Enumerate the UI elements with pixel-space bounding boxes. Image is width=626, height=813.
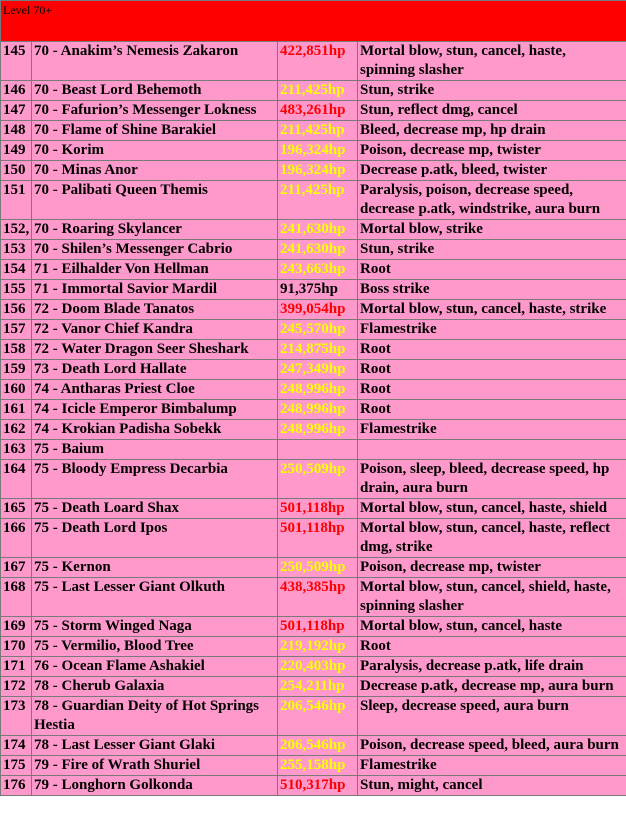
boss-skills: Decrease p.atk, decrease mp, aura burn	[358, 677, 626, 697]
boss-name: 75 - Storm Winged Naga	[32, 617, 278, 637]
table-row	[1, 42, 626, 81]
boss-skills: Root	[358, 360, 626, 380]
boss-name: 70 - Flame of Shine Barakiel	[32, 121, 278, 141]
row-number: 158	[1, 340, 32, 360]
boss-name: 71 - Immortal Savior Mardil	[32, 280, 278, 300]
row-number: 162	[1, 420, 32, 440]
boss-hp: 250,509hp	[278, 460, 358, 499]
boss-skills: Stun, might, cancel	[358, 776, 626, 796]
boss-skills: Mortal blow, stun, cancel, haste, shield	[358, 499, 626, 519]
boss-skills: Stun, strike	[358, 81, 626, 101]
table-row	[1, 360, 626, 380]
boss-name: 74 - Antharas Priest Cloe	[32, 380, 278, 400]
boss-name: 72 - Vanor Chief Kandra	[32, 320, 278, 340]
row-number: 168	[1, 578, 32, 617]
row-number: 171	[1, 657, 32, 677]
row-number: 149	[1, 141, 32, 161]
boss-hp: 241,630hp	[278, 240, 358, 260]
row-number: 165	[1, 499, 32, 519]
row-number: 170	[1, 637, 32, 657]
boss-hp: 214,875hp	[278, 340, 358, 360]
table-row	[1, 181, 626, 220]
table-row	[1, 101, 626, 121]
table-row	[1, 617, 626, 637]
boss-name: 75 - Baium	[32, 440, 278, 460]
row-number: 176	[1, 776, 32, 796]
boss-hp: 422,851hp	[278, 42, 358, 81]
boss-name: 73 - Death Lord Hallate	[32, 360, 278, 380]
row-number: 147	[1, 101, 32, 121]
boss-hp: 245,570hp	[278, 320, 358, 340]
table-row	[1, 756, 626, 776]
row-number: 145	[1, 42, 32, 81]
row-number: 159	[1, 360, 32, 380]
table-row	[1, 460, 626, 499]
boss-skills: Root	[358, 380, 626, 400]
row-number: 175	[1, 756, 32, 776]
row-number: 151	[1, 181, 32, 220]
boss-hp: 248,996hp	[278, 380, 358, 400]
table-row	[1, 776, 626, 796]
boss-skills: Paralysis, poison, decrease speed, decrease p.atk, windstrike, aura burn	[358, 181, 626, 220]
boss-name: 70 - Minas Anor	[32, 161, 278, 181]
boss-hp: 241,630hp	[278, 220, 358, 240]
boss-skills: Mortal blow, stun, cancel, haste, reflect dmg, strike	[358, 519, 626, 558]
boss-skills: Boss strike	[358, 280, 626, 300]
boss-name: 70 - Beast Lord Behemoth	[32, 81, 278, 101]
boss-hp: 250,509hp	[278, 558, 358, 578]
boss-name: 75 - Kernon	[32, 558, 278, 578]
boss-hp: 211,425hp	[278, 81, 358, 101]
boss-skills: Mortal blow, strike	[358, 220, 626, 240]
boss-name: 78 - Guardian Deity of Hot Springs Hestia	[32, 697, 278, 736]
boss-name: 70 - Roaring Skylancer	[32, 220, 278, 240]
row-number: 152,	[1, 220, 32, 240]
boss-name: 75 - Last Lesser Giant Olkuth	[32, 578, 278, 617]
row-number: 166	[1, 519, 32, 558]
boss-hp: 206,546hp	[278, 736, 358, 756]
boss-hp: 248,996hp	[278, 420, 358, 440]
boss-skills: Root	[358, 340, 626, 360]
table-body	[1, 1, 626, 796]
table-row	[1, 300, 626, 320]
boss-name: 76 - Ocean Flame Ashakiel	[32, 657, 278, 677]
row-number: 174	[1, 736, 32, 756]
table-row	[1, 420, 626, 440]
row-number: 172	[1, 677, 32, 697]
boss-skills: Mortal blow, stun, cancel, haste, spinning slasher	[358, 42, 626, 81]
boss-hp: 438,385hp	[278, 578, 358, 617]
boss-skills: Mortal blow, stun, cancel, haste	[358, 617, 626, 637]
boss-name: 70 - Palibati Queen Themis	[32, 181, 278, 220]
boss-name: 70 - Fafurion’s Messenger Lokness	[32, 101, 278, 121]
boss-name: 79 - Longhorn Golkonda	[32, 776, 278, 796]
table-row	[1, 121, 626, 141]
boss-hp: 219,192hp	[278, 637, 358, 657]
table-row	[1, 320, 626, 340]
boss-hp: 220,403hp	[278, 657, 358, 677]
row-number: 167	[1, 558, 32, 578]
boss-skills	[358, 440, 626, 460]
table-row	[1, 440, 626, 460]
table-row	[1, 578, 626, 617]
boss-skills: Decrease p.atk, bleed, twister	[358, 161, 626, 181]
boss-skills: Stun, reflect dmg, cancel	[358, 101, 626, 121]
table-row	[1, 736, 626, 756]
boss-hp	[278, 440, 358, 460]
table-row	[1, 240, 626, 260]
boss-hp: 483,261hp	[278, 101, 358, 121]
boss-hp: 211,425hp	[278, 181, 358, 220]
boss-skills: Flamestrike	[358, 420, 626, 440]
row-number: 155	[1, 280, 32, 300]
boss-hp: 399,054hp	[278, 300, 358, 320]
boss-name: 70 - Shilen’s Messenger Cabrio	[32, 240, 278, 260]
row-number: 157	[1, 320, 32, 340]
table-row	[1, 220, 626, 240]
table-row	[1, 260, 626, 280]
row-number: 164	[1, 460, 32, 499]
boss-name: 75 - Bloody Empress Decarbia	[32, 460, 278, 499]
boss-skills: Poison, decrease speed, bleed, aura burn	[358, 736, 626, 756]
boss-hp: 211,425hp	[278, 121, 358, 141]
table-row	[1, 141, 626, 161]
boss-hp: 248,996hp	[278, 400, 358, 420]
table-row	[1, 280, 626, 300]
table-row	[1, 519, 626, 558]
boss-hp: 206,546hp	[278, 697, 358, 736]
table-row	[1, 697, 626, 736]
boss-skills: Root	[358, 400, 626, 420]
row-number: 154	[1, 260, 32, 280]
table-row	[1, 677, 626, 697]
boss-skills: Root	[358, 637, 626, 657]
table-row	[1, 380, 626, 400]
boss-skills: Flamestrike	[358, 756, 626, 776]
row-number: 150	[1, 161, 32, 181]
boss-hp: 501,118hp	[278, 617, 358, 637]
row-number: 156	[1, 300, 32, 320]
boss-name: 74 - Icicle Emperor Bimbalump	[32, 400, 278, 420]
boss-name: 70 - Anakim’s Nemesis Zakaron	[32, 42, 278, 81]
boss-name: 78 - Cherub Galaxia	[32, 677, 278, 697]
boss-hp: 247,349hp	[278, 360, 358, 380]
table-row	[1, 340, 626, 360]
boss-skills: Poison, decrease mp, twister	[358, 141, 626, 161]
header-row	[1, 1, 626, 42]
boss-skills: Paralysis, decrease p.atk, life drain	[358, 657, 626, 677]
boss-hp: 254,211hp	[278, 677, 358, 697]
boss-hp: 196,324hp	[278, 141, 358, 161]
row-number: 161	[1, 400, 32, 420]
boss-name: 79 - Fire of Wrath Shuriel	[32, 756, 278, 776]
table-row	[1, 81, 626, 101]
row-number: 169	[1, 617, 32, 637]
row-number: 173	[1, 697, 32, 736]
boss-hp: 501,118hp	[278, 519, 358, 558]
table-row	[1, 499, 626, 519]
boss-hp: 510,317hp	[278, 776, 358, 796]
level-header: Level 70+	[1, 1, 626, 42]
boss-name: 72 - Doom Blade Tanatos	[32, 300, 278, 320]
boss-name: 75 - Death Loard Shax	[32, 499, 278, 519]
boss-name: 75 - Vermilio, Blood Tree	[32, 637, 278, 657]
boss-name: 72 - Water Dragon Seer Sheshark	[32, 340, 278, 360]
boss-skills: Stun, strike	[358, 240, 626, 260]
table-row	[1, 161, 626, 181]
boss-skills: Root	[358, 260, 626, 280]
boss-name: 75 - Death Lord Ipos	[32, 519, 278, 558]
boss-skills: Mortal blow, stun, cancel, haste, strike	[358, 300, 626, 320]
boss-hp: 501,118hp	[278, 499, 358, 519]
boss-skills: Bleed, decrease mp, hp drain	[358, 121, 626, 141]
table-row	[1, 400, 626, 420]
boss-name: 71 - Eilhalder Von Hellman	[32, 260, 278, 280]
boss-skills: Poison, sleep, bleed, decrease speed, hp drain, aura burn	[358, 460, 626, 499]
boss-name: 78 - Last Lesser Giant Glaki	[32, 736, 278, 756]
row-number: 163	[1, 440, 32, 460]
row-number: 146	[1, 81, 32, 101]
boss-hp: 91,375hp	[278, 280, 358, 300]
boss-skills: Mortal blow, stun, cancel, shield, haste, spinning slasher	[358, 578, 626, 617]
row-number: 153	[1, 240, 32, 260]
boss-hp: 255,158hp	[278, 756, 358, 776]
boss-skills: Poison, decrease mp, twister	[358, 558, 626, 578]
boss-skills: Flamestrike	[358, 320, 626, 340]
row-number: 148	[1, 121, 32, 141]
table-row	[1, 558, 626, 578]
boss-name: 70 - Korim	[32, 141, 278, 161]
table-row	[1, 657, 626, 677]
row-number: 160	[1, 380, 32, 400]
table-row	[1, 637, 626, 657]
boss-hp: 196,324hp	[278, 161, 358, 181]
boss-skills: Sleep, decrease speed, aura burn	[358, 697, 626, 736]
boss-hp: 243,663hp	[278, 260, 358, 280]
boss-name: 74 - Krokian Padisha Sobekk	[32, 420, 278, 440]
